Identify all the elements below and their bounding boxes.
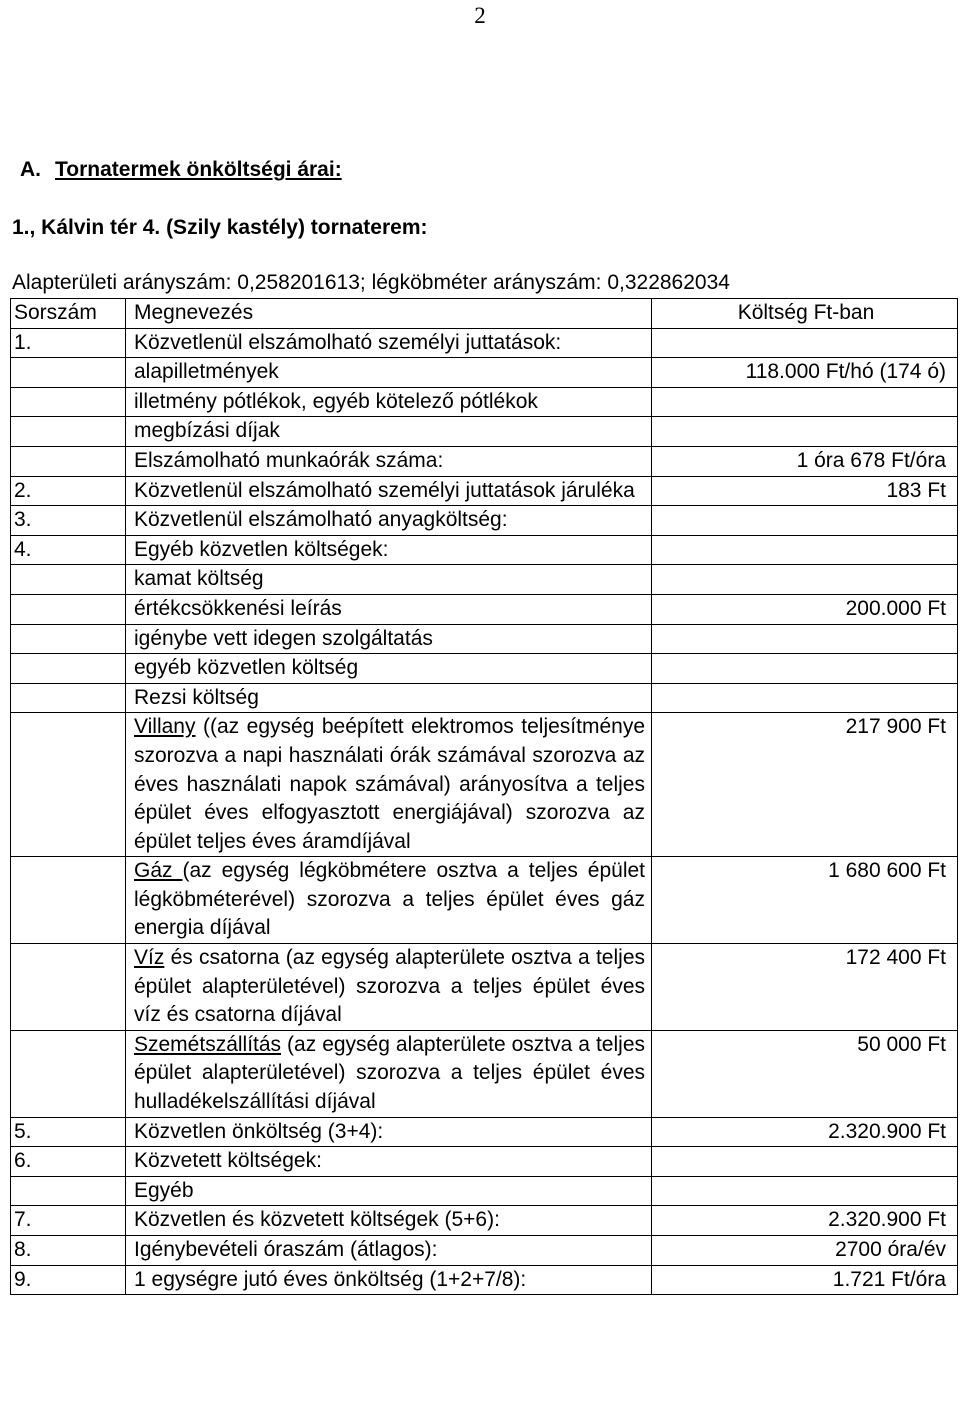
gaz-description — [126, 857, 652, 944]
cost-table — [10, 298, 958, 1295]
table-row — [11, 1176, 958, 1206]
row-title: Közvetlenül elszámolható személyi juttatások járuléka — [126, 476, 652, 506]
row-title: Igénybevételi óraszám (átlagos): — [126, 1236, 652, 1266]
item-label: értékcsökkenési leírás — [126, 594, 652, 624]
table-row — [11, 654, 958, 684]
table-row — [11, 594, 958, 624]
table-row — [11, 683, 958, 713]
viz-value: 172 400 Ft — [652, 944, 958, 1031]
item-value: 118.000 Ft/hó (174 ó) — [652, 358, 958, 388]
row-value: 2.320.900 Ft — [652, 1206, 958, 1236]
viz-label: Víz — [134, 946, 165, 970]
row-title: Egyéb közvetlen költségek: — [126, 535, 652, 565]
table-row — [11, 417, 958, 447]
table-row — [11, 1030, 958, 1117]
row-number: 8. — [11, 1236, 126, 1266]
item-label: megbízási díjak — [126, 417, 652, 447]
szemet-label: Szemétszállítás — [134, 1032, 282, 1056]
header-megnevezes: Megnevezés — [126, 299, 652, 329]
item-value: 1 óra 678 Ft/óra — [652, 446, 958, 476]
table-row — [11, 328, 958, 358]
row-number: 4. — [11, 535, 126, 565]
table-row — [11, 565, 958, 595]
item-label: Rezsi költség — [126, 683, 652, 713]
item-label: illetmény pótlékok, egyéb kötelező pótlékok — [126, 387, 652, 417]
row-title: Közvetlenül elszámolható anyagköltség: — [126, 506, 652, 536]
row-title: Közvetlen és közvetett költségek (5+6): — [126, 1206, 652, 1236]
villany-text: ((az egység beépített elektromos teljesítménye szorozva a napi használati órák számával szorozva az éves használati napok számával) arányosítva a teljes épület éves elfogyasztott energiájával) szorozva az épület teljes éves áramdíjával — [134, 715, 645, 853]
row-number: 3. — [11, 506, 126, 536]
item-value: 200.000 Ft — [652, 594, 958, 624]
table-row — [11, 506, 958, 536]
row-number: 1. — [11, 328, 126, 358]
section-number: A. — [20, 158, 41, 181]
item-label: Elszámolható munkaórák száma: — [126, 446, 652, 476]
szemet-text: (az egység alapterülete osztva a teljes épület alapterületével) szorozva a teljes épület éves hulladékelszállítási díjával — [134, 1032, 645, 1114]
row-number: 9. — [11, 1265, 126, 1295]
item-label: igénybe vett idegen szolgáltatás — [126, 624, 652, 654]
table-row — [11, 387, 958, 417]
table-row — [11, 1206, 958, 1236]
item-label: egyéb közvetlen költség — [126, 654, 652, 684]
row-value: 2700 óra/év — [652, 1236, 958, 1266]
gaz-text: (az egység légköbmétere osztva a teljes épület légköbméterével) szorozva a teljes épület éves gáz energia díjával — [134, 859, 645, 940]
row-number: 7. — [11, 1206, 126, 1236]
szemet-description — [126, 1030, 652, 1117]
table-row — [11, 1147, 958, 1177]
row-number: 6. — [11, 1147, 126, 1177]
row-title: Közvetlenül elszámolható személyi juttatások: — [126, 328, 652, 358]
gaz-label: Gáz — [134, 859, 183, 883]
row-title: Közvetett költségek: — [126, 1147, 652, 1177]
viz-text: és csatorna (az egység alapterülete osztva a teljes épület alapterületével) szorozva a teljes épület éves víz és csatorna díjával — [134, 946, 645, 1027]
ratio-line: Alapterületi arányszám: 0,258201613; légköbméter arányszám: 0,322862034 — [12, 271, 730, 294]
row-value: 2.320.900 Ft — [652, 1117, 958, 1147]
table-row — [11, 1265, 958, 1295]
row-value: 1.721 Ft/óra — [652, 1265, 958, 1295]
page-number: 2 — [474, 3, 486, 28]
table-row — [11, 624, 958, 654]
row-value — [652, 328, 958, 358]
row-value: 183 Ft — [652, 476, 958, 506]
table-row — [11, 713, 958, 857]
villany-description — [126, 713, 652, 857]
row-title: Közvetlen önköltség (3+4): — [126, 1117, 652, 1147]
header-sorszam: Sorszám — [11, 299, 126, 329]
item-label: kamat költség — [126, 565, 652, 595]
table-row — [11, 358, 958, 388]
item-label: Egyéb — [126, 1176, 652, 1206]
viz-description — [126, 944, 652, 1031]
subsection-heading: 1., Kálvin tér 4. (Szily kastély) tornaterem: — [12, 216, 428, 239]
gaz-value: 1 680 600 Ft — [652, 857, 958, 944]
row-number: 5. — [11, 1117, 126, 1147]
row-title: 1 egységre jutó éves önköltség (1+2+7/8): — [126, 1265, 652, 1295]
table-row — [11, 944, 958, 1031]
header-koltseg: Költség Ft-ban — [652, 299, 958, 329]
villany-value: 217 900 Ft — [652, 713, 958, 857]
table-row — [11, 535, 958, 565]
table-row — [11, 1236, 958, 1266]
table-row — [11, 1117, 958, 1147]
section-title: Tornatermek önköltségi árai: — [55, 158, 342, 181]
item-label: alapilletmények — [126, 358, 652, 388]
table-row — [11, 476, 958, 506]
row-number: 2. — [11, 476, 126, 506]
villany-label: Villany — [134, 715, 196, 739]
table-header-row — [11, 299, 958, 329]
table-row — [11, 446, 958, 476]
szemet-value: 50 000 Ft — [652, 1030, 958, 1117]
section-heading — [20, 158, 342, 182]
table-row — [11, 857, 958, 944]
